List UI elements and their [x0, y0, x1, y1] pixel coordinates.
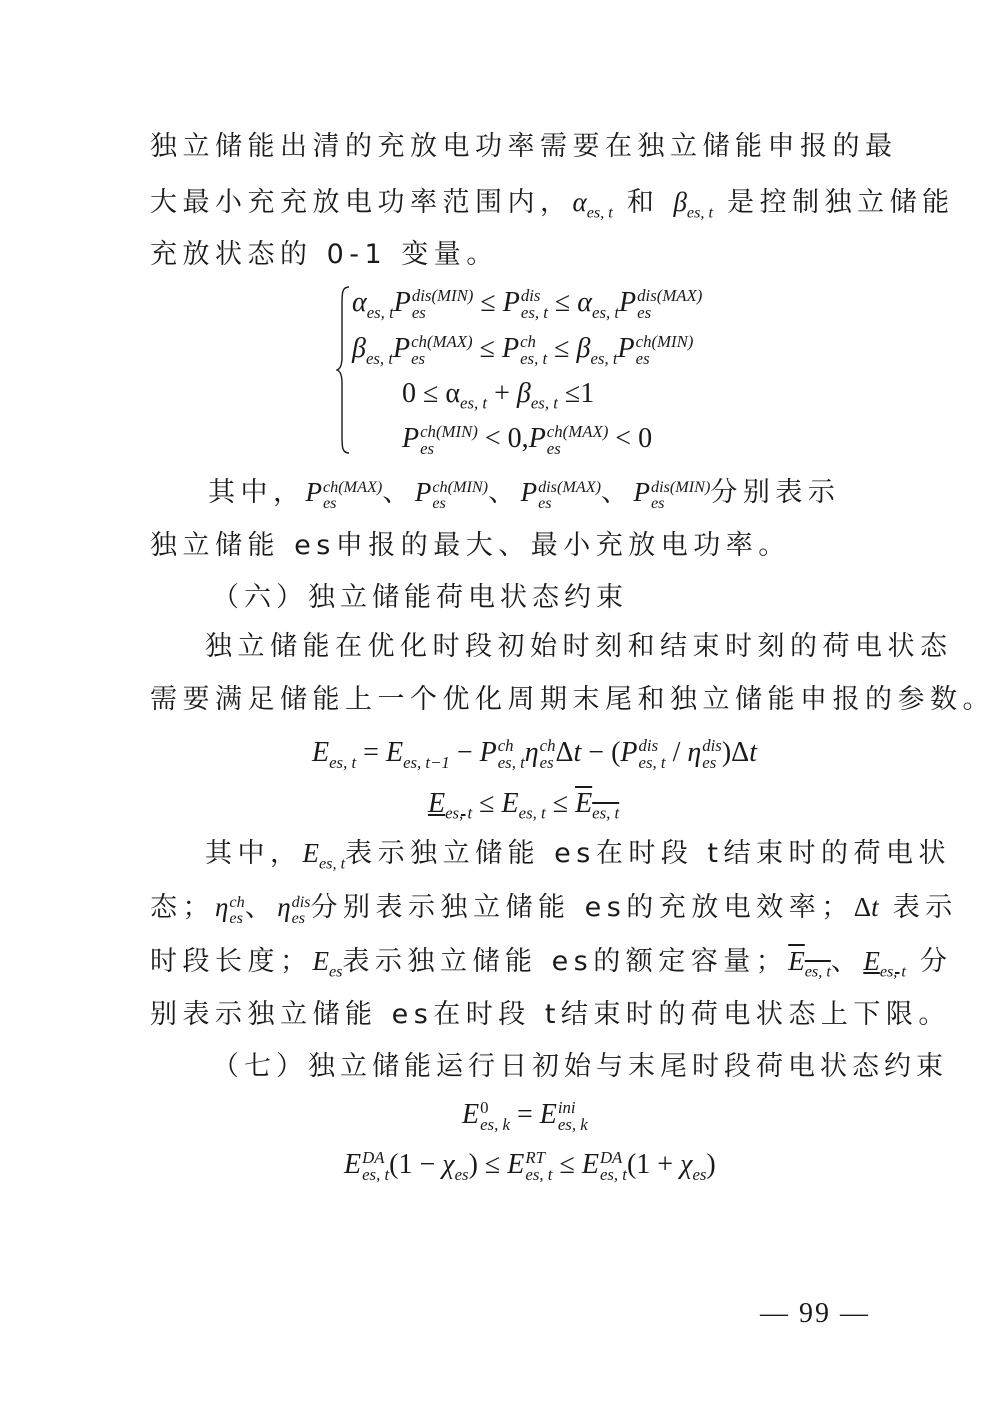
paragraph-1-line-2: 大最小充充放电功率范围内，$\alpha_{es, t}$ 和 $\beta_{es, t}$ 是控制独立储能: [150, 187, 955, 222]
section-7-heading: （七）独立储能运行日初始与末尾时段荷电状态约束: [212, 1051, 948, 1082]
paragraph-3-line-2: 需要满足储能上一个优化周期末尾和独立储能申报的参数。: [150, 684, 995, 715]
constraint-row-3: $0 \le \alpha_{es, t} + \beta_{es, t} \le 1$: [402, 378, 595, 413]
paragraph-2-line-1: 其中，P ch(MAX) es 、P ch(MIN) es 、P dis(MAX) es 、P dis(MIN) es 分别表示: [208, 477, 841, 512]
constraint-row-4: P ch(MIN) es < 0,P ch(MAX) es < 0: [402, 422, 653, 458]
paragraph-4-line-3: 时段长度；$E_{es}$表示独立储能 es的额定容量；$E_{es, t}$、$E_{es, t}$ 分: [150, 946, 953, 981]
paragraph-4-line-4: 别表示独立储能 es在时段 t结束时的荷电状态上下限。: [150, 999, 951, 1030]
paragraph-1-line-3: 充放状态的 0-1 变量。: [150, 239, 499, 270]
paragraph-4-line-2: 态；η ch es 、η dis es 分别表示独立储能 es的充放电效率；Δt 表示: [150, 892, 958, 927]
paragraph-1-line-1: 独立储能出清的充放电功率需要在独立储能申报的最: [150, 131, 898, 162]
soc-bounds: $E_{es, t} \le E_{es, t} \le E_{es, t}$: [428, 788, 620, 823]
paragraph-4-line-1: 其中，$E_{es, t}$表示独立储能 es在时段 t结束时的荷电状: [205, 838, 952, 873]
page-number: — 99 —: [760, 1298, 870, 1329]
paragraph-2-line-2: 独立储能 es申报的最大、最小充放电功率。: [150, 530, 791, 561]
constraint-row-1: $\alpha_{es, t}P$ dis(MIN) es ≤ P dis es, t ≤ $\alpha_{es, t}P$ dis(MAX) es: [352, 286, 703, 322]
soc-equation: $E_{es, t} = E_{es, t-1} - P$ ch es, t η ch es Δt − (P dis es, t / η dis es )Δt: [312, 736, 757, 772]
left-brace-icon: [336, 285, 350, 455]
da-rt-soc-constraint: E DA es, t $(1 - \chi_{es}) \le E$ RT es, t ≤ E DA es, t $(1 + \chi_{es})$: [344, 1148, 716, 1184]
section-6-heading: （六）独立储能荷电状态约束: [212, 582, 628, 613]
initial-soc-equation: E 0 es, k = E ini es, k: [462, 1098, 588, 1134]
constraint-row-2: $\beta_{es, t}P$ ch(MAX) es ≤ P ch es, t ≤ $\beta_{es, t}P$ ch(MIN) es: [352, 332, 694, 368]
paragraph-3-line-1: 独立储能在优化时段初始时刻和结束时刻的荷电状态: [205, 631, 953, 662]
